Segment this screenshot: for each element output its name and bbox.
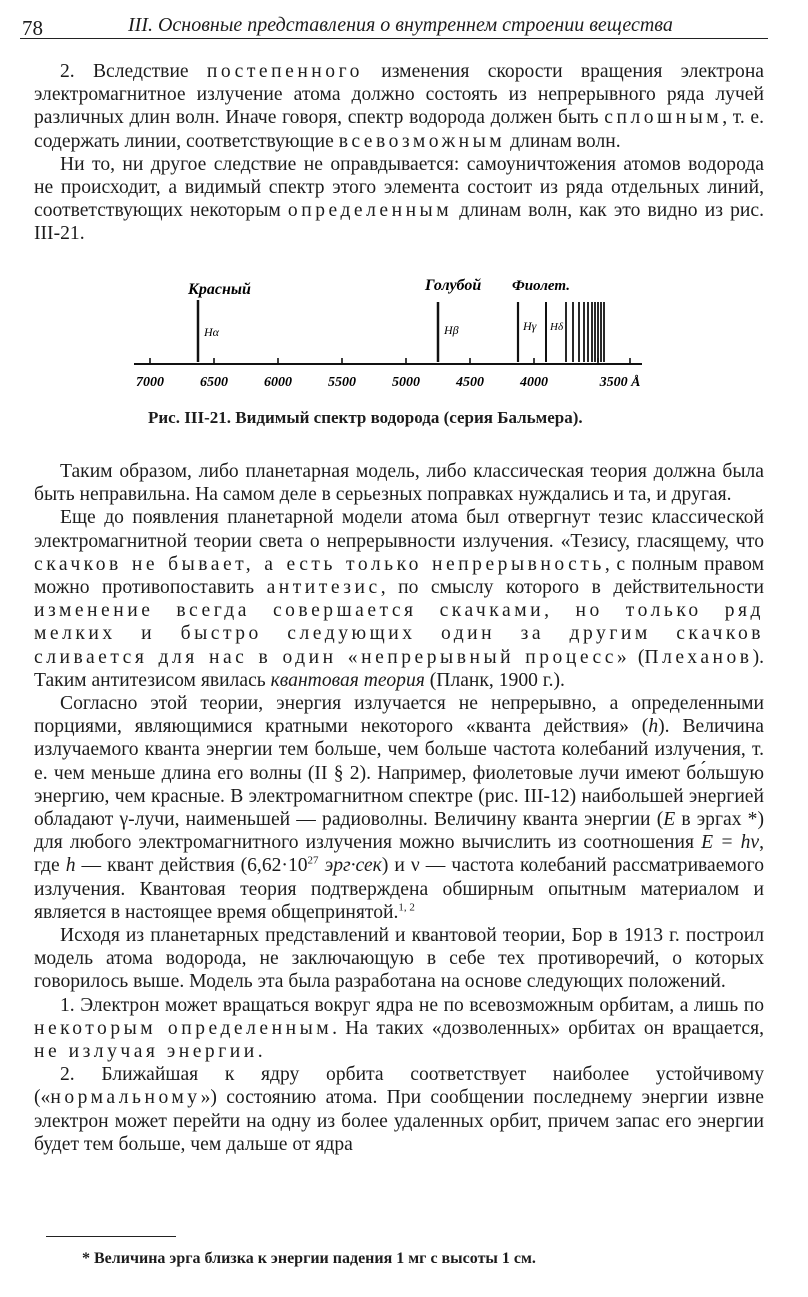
tick-label-7000: 7000 (136, 375, 164, 390)
footnote-rule (46, 1236, 176, 1237)
paragraph: 1. Электрон может вращаться вокруг ядра не по всевозможным орбитам, а лишь по некоторым определенным. На таких «дозволенных» орбитах он вращается, не излучая энергии. (34, 994, 764, 1063)
label-blue: Голубой (425, 277, 482, 294)
top-text-block (34, 60, 764, 246)
balmer-spectrum-figure (120, 272, 680, 402)
tick-label-5500: 5500 (328, 375, 356, 390)
label-h-gamma: Hγ (523, 319, 537, 333)
page-number: 78 (22, 16, 43, 40)
footnote: * Величина эрга близка к энергии падения 1 мг с высоты 1 см. (82, 1250, 536, 1267)
tick-label-6000: 6000 (264, 375, 292, 390)
tick-label-6500: 6500 (200, 375, 228, 390)
main-text-block (34, 460, 764, 1156)
series-limit-lines (566, 302, 604, 362)
paragraph: Ни то, ни другое следствие не оправдывается: самоуничтожения атомов водорода не происходит, а видимый спектр этого элемента состоит из ряда отдельных линий, соответствующих некоторым определенным длинам волн, как это видно из рис. III-21. (34, 153, 764, 245)
label-h-delta: Hδ (550, 321, 564, 333)
label-violet: Фиолет. (512, 278, 570, 294)
tick-label-3500: 3500 Å (599, 375, 641, 390)
paragraph: 2. Вследствие постепенного изменения скорости вращения электрона электромагнитное излучение атома должно состоять из непрерывного ряда лучей различных длин волн. Иначе говоря, спектр водорода должен быть сплошным, т. е. содержать линии, соответствующие всевозможным длинам волн. (34, 61, 764, 152)
tick-label-5000: 5000 (392, 375, 420, 390)
paragraph: Согласно этой теории, энергия излучается не непрерывно, а определенными порциями, являющимися кратными некоторого «кванта действия» (h). Величина излучаемого кванта энергии тем больше, чем больше частота колебаний излучения, т. е. чем меньше длина его волны (II § 2). Например, фиолетовые лучи имеют бо́льшую энергию, чем красные. В электромагнитном спектре (рис. III-12) наибольшей энергией обладают γ-лучи, наименьшей — радиоволны. Величину кванта энергии (E в эргах *) для любого электромагнитного излучения можно вычислить из соотношения E = hν, где h — квант действия ($6,62\cdot 10^{27}$ эрг·сек) и ν — частота колебаний рассматриваемого излучения. Квантовая теория подтверждена обширным опытным материалом и является в настоящее время общепринятой.$^{1, 2}$ (34, 693, 765, 923)
label-h-beta: Hβ (444, 323, 459, 337)
tick-label-4500: 4500 (456, 375, 484, 390)
label-red: Красный (188, 281, 251, 298)
page-header (20, 12, 768, 39)
paragraph: Таким образом, либо планетарная модель, либо классическая теория должна была быть неправильна. На самом деле в серьезных поправках нуждались и та, и другая. (34, 461, 764, 506)
running-title: III. Основные представления о внутреннем строении вещества (128, 14, 673, 36)
paragraph: Исходя из планетарных представлений и квантовой теории, Бор в 1913 г. построил модель атома водорода, не заключающую в себе тех противоречий, о которых говорилось выше. Модель эта была разработана на основе следующих положений. (34, 925, 764, 993)
label-h-alpha: Hα (204, 325, 219, 339)
figure-caption: Рис. III-21. Видимый спектр водорода (серия Бальмера). (148, 408, 583, 427)
paragraph: Еще до появления планетарной модели атома был отвергнут тезис классической электромагнитной теории света о непрерывности излучения. «Тезису, гласящему, что скачков не бывает, а есть только непрерывность, с полным правом можно противопоставить антитезис, по смыслу которого в действительности изменение всегда совершается скачками, но только ряд мелких и быстро следующих один за другим скачков сливается для нас в один «непрерывный процесс» (Плеханов). Таким антитезисом явилась квантовая теория (Планк, 1900 г.). (34, 507, 765, 691)
tick-label-4000: 4000 (520, 375, 548, 390)
paragraph: 2. Ближайшая к ядру орбита соответствует наиболее устойчивому («нормальному») состоянию атома. При сообщении последнему энергии извне электрон может перейти на одну из более удаленных орбит, причем запас его энергии будет тем больше, чем дальше от ядра (34, 1064, 764, 1155)
